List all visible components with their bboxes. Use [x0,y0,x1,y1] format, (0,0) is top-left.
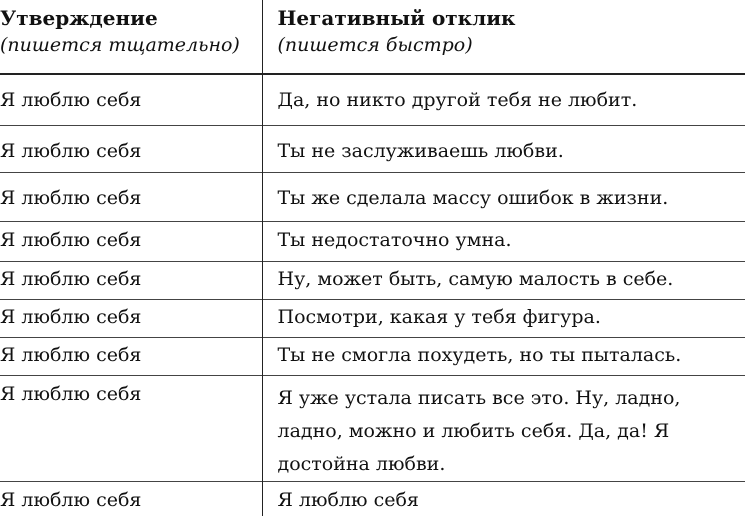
table-row [0,375,745,481]
table-row [0,172,745,221]
response-cell: Ты не заслуживаешь любви. [262,125,745,172]
table-row [0,221,745,261]
header-statement-note: (пишется тщательно) [0,30,262,58]
statement-cell: Я люблю себя [0,261,262,299]
statement-cell: Я люблю себя [0,74,262,125]
response-cell: Я уже устала писать все это. Ну, ладно, ладно, можно и любить себя. Да, да! Я достойна любви. [262,375,745,481]
response-cell: Посмотри, какая у тебя фигура. [262,299,745,337]
table-row [0,481,745,516]
statement-cell: Я люблю себя [0,481,262,516]
response-cell: Ты же сделала массу ошибок в жизни. [262,172,745,221]
table-row [0,125,745,172]
table-row [0,299,745,337]
response-cell: Я люблю себя [262,481,745,516]
header-statement-title: Утверждение [0,0,262,30]
header-response [262,0,745,74]
table-row [0,337,745,375]
statement-cell: Я люблю себя [0,125,262,172]
header-response-note: (пишется быстро) [278,30,745,58]
table-row [0,261,745,299]
statement-cell: Я люблю себя [0,299,262,337]
header-response-title: Негативный отклик [278,0,745,30]
table-header-row [0,0,745,74]
statement-cell: Я люблю себя [0,221,262,261]
response-cell: Ты не смогла похудеть, но ты пыталась. [262,337,745,375]
statement-cell: Я люблю себя [0,337,262,375]
header-statement [0,0,262,74]
response-cell: Ты недостаточно умна. [262,221,745,261]
response-cell: Да, но никто другой тебя не любит. [262,74,745,125]
statement-cell: Я люблю себя [0,375,262,481]
table-row [0,74,745,125]
response-cell: Ну, может быть, самую малость в себе. [262,261,745,299]
statement-cell: Я люблю себя [0,172,262,221]
